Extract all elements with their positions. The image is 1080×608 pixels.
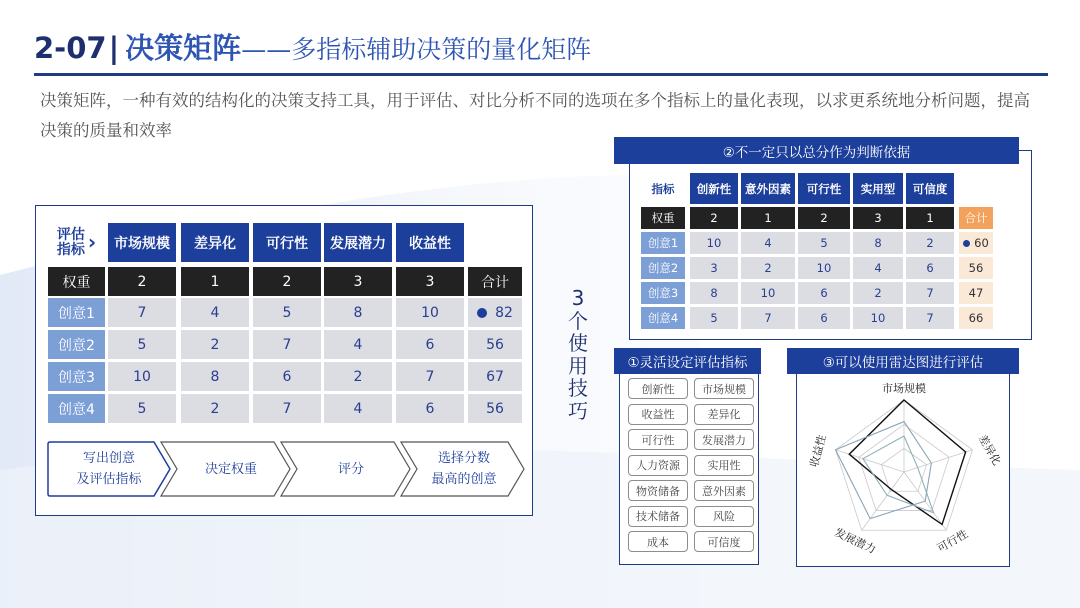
total-value: 82	[495, 304, 513, 321]
radar-axis-label: 收益性	[807, 433, 829, 469]
weight-value: 3	[853, 207, 903, 229]
tips-char: 3	[571, 286, 585, 310]
column-header: 可行性	[253, 223, 321, 262]
score-cell: 6	[798, 282, 850, 304]
column-header: 实用型	[853, 173, 903, 204]
page-title	[34, 26, 591, 67]
tips-char: 使	[568, 331, 588, 355]
total-cell	[468, 362, 522, 391]
flow-step-1-line2: 及评估指标	[76, 472, 142, 487]
right-top-tab: ②不一定只以总分作为判断依据	[614, 137, 1019, 164]
indicator-tag: 可行性	[628, 429, 688, 450]
title-main: 决策矩阵	[125, 31, 242, 65]
score-cell: 4	[181, 298, 249, 327]
flow-step-2-label: 决定权重	[204, 461, 257, 477]
matrix-corner-label	[48, 223, 105, 262]
radar-chart	[797, 362, 1011, 568]
score-cell: 7	[396, 362, 464, 391]
score-cell: 8	[853, 232, 903, 254]
total-cell	[959, 282, 993, 304]
score-cell: 7	[906, 307, 954, 329]
row-label: 创意2	[641, 257, 685, 279]
flow-step-4	[414, 440, 514, 498]
indicator-tag: 实用性	[694, 455, 754, 476]
indicator-tag: 风险	[694, 506, 754, 527]
score-cell: 10	[741, 282, 795, 304]
score-cell: 2	[906, 232, 954, 254]
title-divider	[34, 73, 1048, 76]
total-value: 56	[486, 336, 504, 353]
radar-axis-label: 可行性	[935, 527, 971, 556]
radar-axis-label: 差异化	[975, 432, 1004, 468]
total-cell	[959, 232, 993, 254]
radar-series-1	[849, 400, 965, 524]
weight-label: 权重	[641, 207, 685, 229]
weight-value: 1	[741, 207, 795, 229]
score-cell: 8	[690, 282, 738, 304]
weight-label: 权重	[48, 267, 105, 296]
column-header: 意外因素	[741, 173, 795, 204]
row-label: 创意4	[641, 307, 685, 329]
column-header: 发展潜力	[324, 223, 392, 262]
indicator-tag: 创新性	[628, 378, 688, 399]
tips-char: 技	[568, 376, 588, 400]
score-cell: 10	[690, 232, 738, 254]
score-cell: 10	[396, 298, 464, 327]
score-cell: 6	[906, 257, 954, 279]
score-cell: 5	[108, 330, 176, 359]
indicator-tag: 收益性	[628, 404, 688, 425]
total-header: 合计	[468, 267, 522, 296]
score-cell: 4	[741, 232, 795, 254]
flow-step-3-label: 评分	[337, 461, 364, 477]
score-cell: 2	[853, 282, 903, 304]
row-label: 创意3	[641, 282, 685, 304]
total-cell	[468, 330, 522, 359]
process-flow	[46, 440, 526, 498]
score-cell: 2	[181, 330, 249, 359]
weight-value: 1	[181, 267, 249, 296]
score-cell: 10	[798, 257, 850, 279]
score-cell: 2	[324, 362, 392, 391]
flow-step-4-line2: 最高的创意	[431, 472, 497, 487]
score-cell: 6	[396, 394, 464, 423]
radar-chart-card	[796, 361, 1010, 567]
indicator-tags-card	[619, 361, 759, 565]
radar-chart-tab: ③可以使用雷达图进行评估	[787, 348, 1019, 374]
score-cell: 5	[108, 394, 176, 423]
row-label: 创意2	[48, 330, 105, 359]
score-cell: 8	[324, 298, 392, 327]
indicator-tag: 物资储备	[628, 480, 688, 501]
total-cell	[959, 307, 993, 329]
score-cell: 7	[253, 394, 321, 423]
weight-value: 3	[396, 267, 464, 296]
score-cell: 3	[690, 257, 738, 279]
score-cell: 10	[108, 362, 176, 391]
right-top-matrix-card	[629, 150, 1032, 340]
tips-char: 用	[568, 353, 588, 378]
highlight-dot-icon	[477, 308, 487, 318]
corner-line1: 评估	[56, 226, 85, 243]
score-cell: 7	[906, 282, 954, 304]
weight-value: 2	[108, 267, 176, 296]
column-header: 可信度	[906, 173, 954, 204]
total-value: 67	[486, 368, 504, 385]
total-header: 合计	[959, 207, 993, 229]
highlight-dot-icon	[963, 240, 970, 247]
total-cell	[468, 298, 522, 327]
score-cell: 4	[324, 394, 392, 423]
flow-step-1	[54, 440, 164, 498]
score-cell: 4	[324, 330, 392, 359]
total-cell	[959, 257, 993, 279]
indicator-tag: 可信度	[694, 531, 754, 552]
row-label: 创意1	[48, 298, 105, 327]
indicator-tags-tab: ①灵活设定评估指标	[614, 348, 761, 374]
score-cell: 10	[853, 307, 903, 329]
tips-char: 个	[568, 308, 588, 333]
row-label: 创意4	[48, 394, 105, 423]
total-value: 60	[974, 236, 989, 250]
radar-axis-line	[862, 472, 904, 530]
indicator-tag: 意外因素	[694, 480, 754, 501]
column-header: 收益性	[396, 223, 464, 262]
weight-value: 2	[798, 207, 850, 229]
column-header: 可行性	[798, 173, 850, 204]
matrix-corner-label: 指标	[651, 181, 675, 196]
column-header: 差异化	[181, 223, 249, 262]
score-cell: 5	[690, 307, 738, 329]
title-subtitle: ——多指标辅助决策的量化矩阵	[241, 35, 592, 64]
weight-value: 2	[690, 207, 738, 229]
score-cell: 8	[181, 362, 249, 391]
row-label: 创意3	[48, 362, 105, 391]
tips-vertical-label	[566, 287, 590, 422]
left-decision-matrix-card	[35, 205, 533, 516]
flow-step-4-line1: 选择分数	[437, 451, 490, 466]
indicator-tag: 差异化	[694, 404, 754, 425]
score-cell: 7	[741, 307, 795, 329]
tips-char: 巧	[568, 398, 588, 423]
intro-paragraph: 决策矩阵，一种有效的结构化的决策支持工具，用于评估、对比分析不同的选项在多个指标上的量化表现，以求更系统地分析问题，提高决策的质量和效率	[40, 91, 1030, 140]
weight-value: 3	[324, 267, 392, 296]
score-cell: 6	[253, 362, 321, 391]
indicator-tag: 市场规模	[694, 378, 754, 399]
score-cell: 7	[253, 330, 321, 359]
weight-value: 2	[253, 267, 321, 296]
indicator-tag: 成本	[628, 531, 688, 552]
indicator-tag: 技术储备	[628, 506, 688, 527]
corner-line2: 指标	[56, 241, 85, 258]
weight-value: 1	[906, 207, 954, 229]
column-header: 创新性	[690, 173, 738, 204]
total-cell	[468, 394, 522, 423]
total-value: 56	[968, 261, 984, 275]
score-cell: 2	[741, 257, 795, 279]
score-cell: 2	[181, 394, 249, 423]
row-label: 创意1	[641, 232, 685, 254]
radar-axis-label: 市场规模	[882, 382, 926, 395]
score-cell: 7	[108, 298, 176, 327]
title-separator: |	[108, 31, 120, 65]
score-cell: 5	[253, 298, 321, 327]
total-value: 56	[486, 400, 504, 417]
chevron-right-icon: ›	[87, 230, 97, 254]
indicator-tag: 发展潜力	[694, 429, 754, 450]
flow-step-1-line1: 写出创意	[82, 451, 135, 466]
total-value: 66	[968, 311, 984, 325]
score-cell: 4	[853, 257, 903, 279]
score-cell: 6	[396, 330, 464, 359]
radar-axis-label: 发展潜力	[832, 525, 878, 557]
indicator-tag: 人力资源	[628, 455, 688, 476]
flow-step-3	[301, 440, 401, 498]
total-value: 47	[968, 286, 984, 300]
section-number: 2-07	[34, 31, 107, 65]
flow-step-2	[181, 440, 281, 498]
column-header: 市场规模	[108, 223, 176, 262]
score-cell: 6	[798, 307, 850, 329]
score-cell: 5	[798, 232, 850, 254]
